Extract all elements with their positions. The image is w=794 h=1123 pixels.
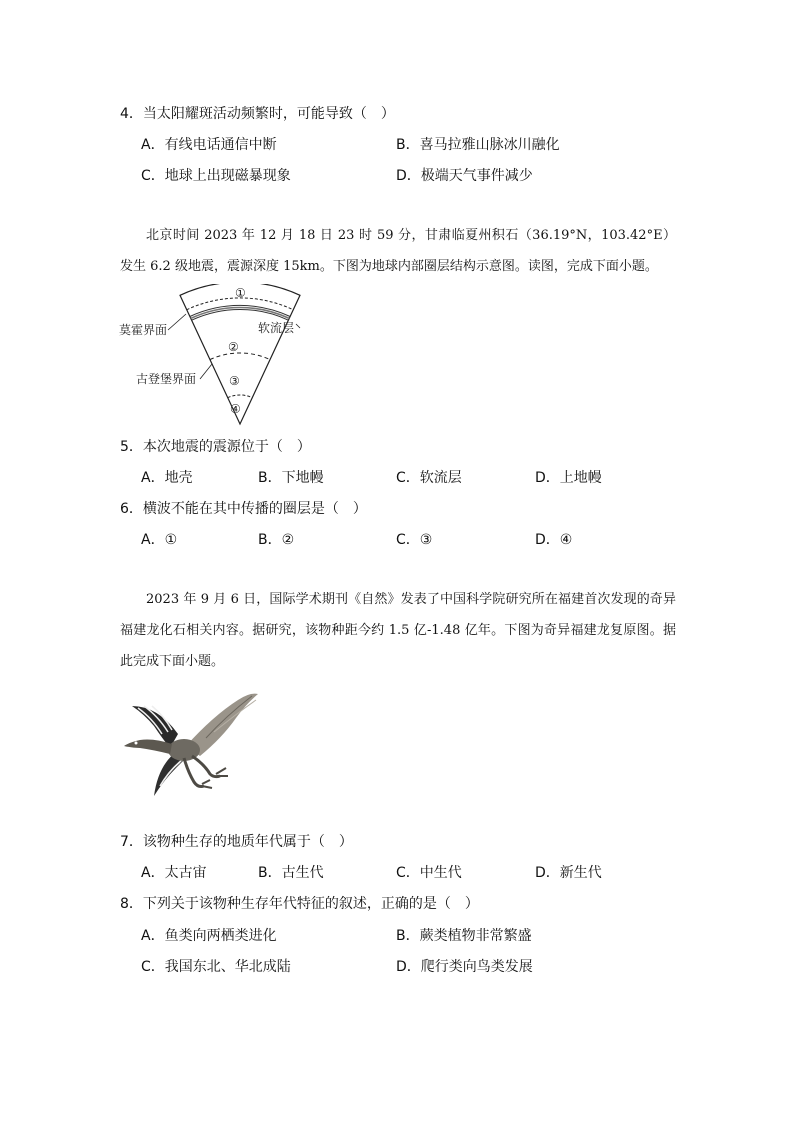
q7-stem: 7．该物种生存的地质年代属于（ ） <box>120 834 353 850</box>
q4-stem: 4．当太阳耀斑活动频繁时，可能导致（ ） <box>120 106 395 122</box>
q6-option-a: A．① <box>141 532 178 548</box>
layer-1-label: ① <box>235 286 246 300</box>
q4-option-a: A．有线电话通信中断 <box>141 137 277 153</box>
q5-stem: 5．本次地震的震源位于（ ） <box>120 439 311 455</box>
earth-interior-figure <box>116 284 316 430</box>
q4-option-b: B．喜马拉雅山脉冰川融化 <box>396 137 560 153</box>
q7-option-b: B．古生代 <box>258 865 324 881</box>
q7-option-c: C．中生代 <box>396 865 462 881</box>
q8-stem: 8．下列关于该物种生存年代特征的叙述，正确的是（ ） <box>120 896 479 912</box>
q6-option-b: B．② <box>258 532 295 548</box>
q7-option-a: A．太古宙 <box>141 865 207 881</box>
q5-option-b: B．下地幔 <box>258 470 324 486</box>
passage-earthquake: 北京时间 2023 年 12 月 18 日 23 时 59 分，甘肃临夏州积石（36.19°N，103.42°E）发生 6.2 级地震，震源深度 15km。下图为地球内部圈层结构示意图。读图，完成下面小题。 <box>120 228 676 274</box>
q5-option-a: A．地壳 <box>141 470 193 486</box>
layer-3-label: ③ <box>229 374 240 388</box>
q8-option-c: C．我国东北、华北成陆 <box>141 959 291 975</box>
q6-option-c: C．③ <box>396 532 433 548</box>
fujianvenator-illustration <box>118 686 260 816</box>
q6-stem: 6．横波不能在其中传播的圈层是（ ） <box>120 501 367 517</box>
asthenosphere-label: 软流层 <box>258 321 295 335</box>
q6-option-d: D．④ <box>535 532 573 548</box>
q4-option-c: C．地球上出现磁暴现象 <box>141 168 291 184</box>
q5-option-c: C．软流层 <box>396 470 462 486</box>
q5-option-d: D．上地幔 <box>535 470 602 486</box>
q8-option-b: B．蕨类植物非常繁盛 <box>396 928 532 944</box>
passage-fossil: 2023 年 9 月 6 日，国际学术期刊《自然》发表了中国科学院研究所在福建首次发现的奇异福建龙化石相关内容。据研究，该物种距今约 1.5 亿-1.48 亿年。下图为奇异福建龙复原图。据此完成下面小题。 <box>120 592 676 669</box>
q8-option-a: A．鱼类向两栖类进化 <box>141 928 277 944</box>
q8-option-d: D．爬行类向鸟类发展 <box>396 959 533 975</box>
q4-option-d: D．极端天气事件减少 <box>396 168 533 184</box>
layer-2-label: ② <box>228 340 239 354</box>
moho-label: 莫霍界面 <box>119 323 168 337</box>
q7-option-d: D．新生代 <box>535 865 602 881</box>
gutenberg-label: 古登堡界面 <box>136 372 197 386</box>
layer-4-label: ④ <box>230 402 241 416</box>
